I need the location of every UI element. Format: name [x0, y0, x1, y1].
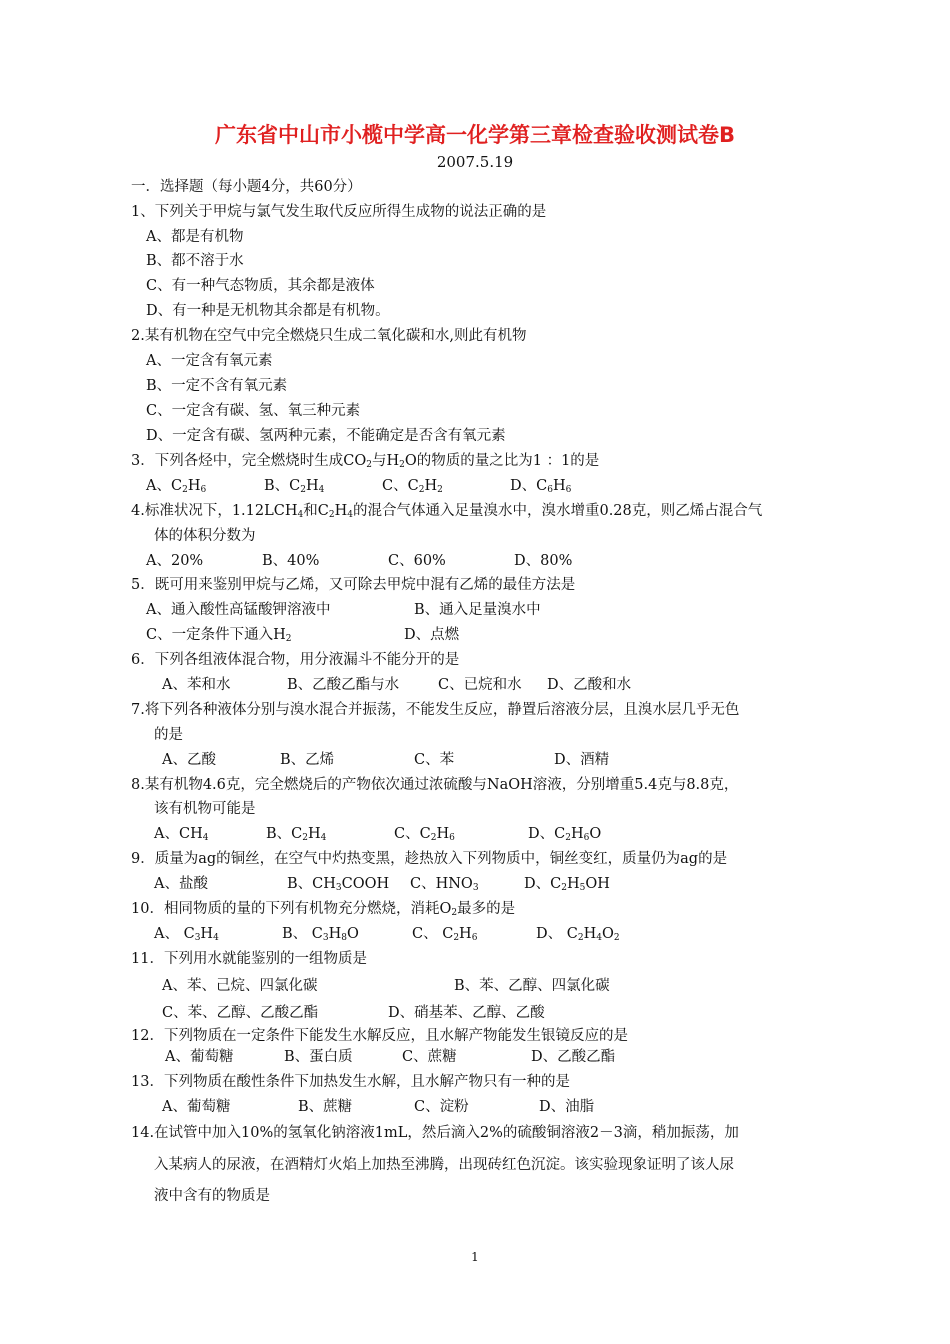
- question-7-option-c: C、苯: [414, 752, 455, 768]
- question-1-option-b: B、都不溶于水: [146, 253, 244, 269]
- question-4-option-c: C、60%: [388, 553, 446, 569]
- question-8-stem-cont: 该有机物可能是: [154, 801, 256, 817]
- question-9-option-d: D、$C_2H_5OH$: [524, 876, 610, 893]
- question-13-stem: 13．下列物质在酸性条件下加热发生水解，且水解产物只有一种的是: [131, 1074, 570, 1090]
- question-4-option-d: D、80%: [514, 553, 573, 569]
- question-5-option-d: D、点燃: [404, 627, 460, 643]
- question-11-option-a: A、苯、己烷、四氯化碳: [162, 978, 318, 994]
- question-9-option-a: A、盐酸: [154, 876, 208, 892]
- question-12-stem: 12．下列物质在一定条件下能发生水解反应，且水解产物能发生银镜反应的是: [131, 1028, 628, 1044]
- exam-title: 广东省中山市小榄中学高一化学第三章检查验收测试卷B: [214, 123, 735, 147]
- question-7-stem: 7.将下列各种液体分别与溴水混合并振荡，不能发生反应，静置后溶液分层，且溴水层几乎无色: [131, 702, 740, 718]
- question-9-option-b: B、$CH_3COOH$: [287, 876, 390, 893]
- question-1-option-c: C、有一种气态物质，其余都是液体: [146, 278, 375, 294]
- question-7-option-a: A、乙酸: [162, 752, 216, 768]
- question-10-option-c: C、 $C_2H_6$: [412, 926, 478, 943]
- question-11-stem: 11．下列用水就能鉴别的一组物质是: [131, 951, 367, 967]
- question-10-stem: 10．相同物质的量的下列有机物充分燃烧，消耗$O_2$最多的是: [131, 901, 516, 918]
- page-number: 1: [471, 1250, 479, 1264]
- section-heading: 一．选择题（每小题4分，共60分）: [131, 179, 362, 195]
- question-1-stem: 1、下列关于甲烷与氯气发生取代反应所得生成物的说法正确的是: [131, 204, 547, 220]
- question-13-option-a: A、葡萄糖: [162, 1099, 231, 1115]
- question-2-option-c: C、一定含有碳、氢、氧三种元素: [146, 403, 361, 419]
- question-13-option-d: D、油脂: [539, 1099, 595, 1115]
- question-7-stem-cont: 的是: [154, 727, 183, 743]
- question-2-option-a: A、一定含有氧元素: [146, 353, 273, 369]
- question-7-option-d: D、酒精: [554, 752, 610, 768]
- question-4-stem-cont: 体的体积分数为: [154, 528, 256, 544]
- question-9-option-c: C、$HNO_3$: [410, 876, 479, 893]
- question-14-stem-cont: 入某病人的尿液，在酒精灯火焰上加热至沸腾，出现砖红色沉淀。该实验现象证明了该人尿: [154, 1157, 734, 1173]
- question-1-option-a: A、都是有机物: [146, 229, 244, 245]
- question-3-stem: 3．下列各烃中，完全燃烧时生成$CO_2$与$H_2O$的物质的量之比为1 ：1的是: [131, 453, 600, 470]
- question-13-option-c: C、淀粉: [414, 1099, 469, 1115]
- question-8-option-b: B、$C_2H_4$: [266, 826, 327, 843]
- question-11-option-d: D、硝基苯、乙醇、乙酸: [388, 1005, 545, 1021]
- question-11-option-b: B、苯、乙醇、四氯化碳: [454, 978, 610, 994]
- question-12-option-c: C、蔗糖: [402, 1049, 457, 1065]
- question-10-option-a: A、 $C_3H_4$: [154, 926, 219, 943]
- question-6-option-c: C、已烷和水: [438, 677, 522, 693]
- question-6-stem: 6．下列各组液体混合物，用分液漏斗不能分开的是: [131, 652, 460, 668]
- question-9-stem: 9．质量为ag的铜丝，在空气中灼热变黑，趁热放入下列物质中，铜丝变红，质量仍为ag的是: [131, 851, 728, 867]
- question-12-option-a: A、葡萄糖: [165, 1049, 234, 1065]
- question-5-option-c: C、一定条件下通入$H_2$: [146, 627, 292, 644]
- question-5-option-a: A、通入酸性高锰酸钾溶液中: [146, 602, 331, 618]
- question-8-option-d: D、$C_2H_6O$: [528, 826, 602, 843]
- question-3-option-a: A、$C_2H_6$: [146, 478, 207, 495]
- question-5-stem: 5．既可用来鉴别甲烷与乙烯，又可除去甲烷中混有乙烯的最佳方法是: [131, 577, 576, 593]
- question-11-option-c: C、苯、乙醇、乙酸乙酯: [162, 1005, 319, 1021]
- question-14-stem-cont-2: 液中含有的物质是: [154, 1188, 270, 1204]
- question-8-option-a: A、$CH_4$: [154, 826, 209, 843]
- question-8-stem: 8.某有机物4.6克，完全燃烧后的产物依次通过浓硫酸与NaOH溶液，分别增重5.4克与8.8克，: [131, 777, 739, 793]
- question-2-option-b: B、一定不含有氧元素: [146, 378, 288, 394]
- question-4-option-b: B、40%: [262, 553, 320, 569]
- question-7-option-b: B、乙烯: [280, 752, 335, 768]
- exam-date: 2007.5.19: [436, 153, 514, 171]
- question-4-option-a: A、20%: [146, 553, 204, 569]
- question-10-option-d: D、 $C_2H_4O_2$: [536, 926, 620, 943]
- question-8-option-c: C、$C_2H_6$: [394, 826, 455, 843]
- question-5-option-b: B、通入足量溴水中: [414, 602, 541, 618]
- question-3-option-b: B、$C_2H_4$: [264, 478, 325, 495]
- question-2-option-d: D、一定含有碳、氢两种元素，不能确定是否含有氧元素: [146, 428, 506, 444]
- question-10-option-b: B、 $C_3H_8O$: [282, 926, 359, 943]
- question-4-stem: 4.标准状况下，$1.12LCH_4$和$C_2H_4$的混合气体通入足量溴水中，溴水增重0.28克，则乙烯占混合气: [131, 503, 763, 520]
- question-14-stem: 14.在试管中加入10%的氢氧化钠溶液1mL，然后滴入2%的硫酸铜溶液2－3滴，稍加振荡，加: [131, 1125, 739, 1141]
- question-3-option-c: C、$C_2H_2$: [382, 478, 443, 495]
- question-12-option-b: B、蛋白质: [284, 1049, 353, 1065]
- question-2-stem: 2.某有机物在空气中完全燃烧只生成二氧化碳和水,则此有机物: [131, 328, 527, 344]
- question-1-option-d: D、有一种是无机物其余都是有机物。: [146, 303, 390, 319]
- question-13-option-b: B、蔗糖: [298, 1099, 353, 1115]
- question-6-option-d: D、乙酸和水: [547, 677, 632, 693]
- question-6-option-a: A、苯和水: [162, 677, 231, 693]
- question-6-option-b: B、乙酸乙酯与水: [287, 677, 400, 693]
- question-3-option-d: D、$C_6H_6$: [510, 478, 572, 495]
- question-12-option-d: D、乙酸乙酯: [531, 1049, 616, 1065]
